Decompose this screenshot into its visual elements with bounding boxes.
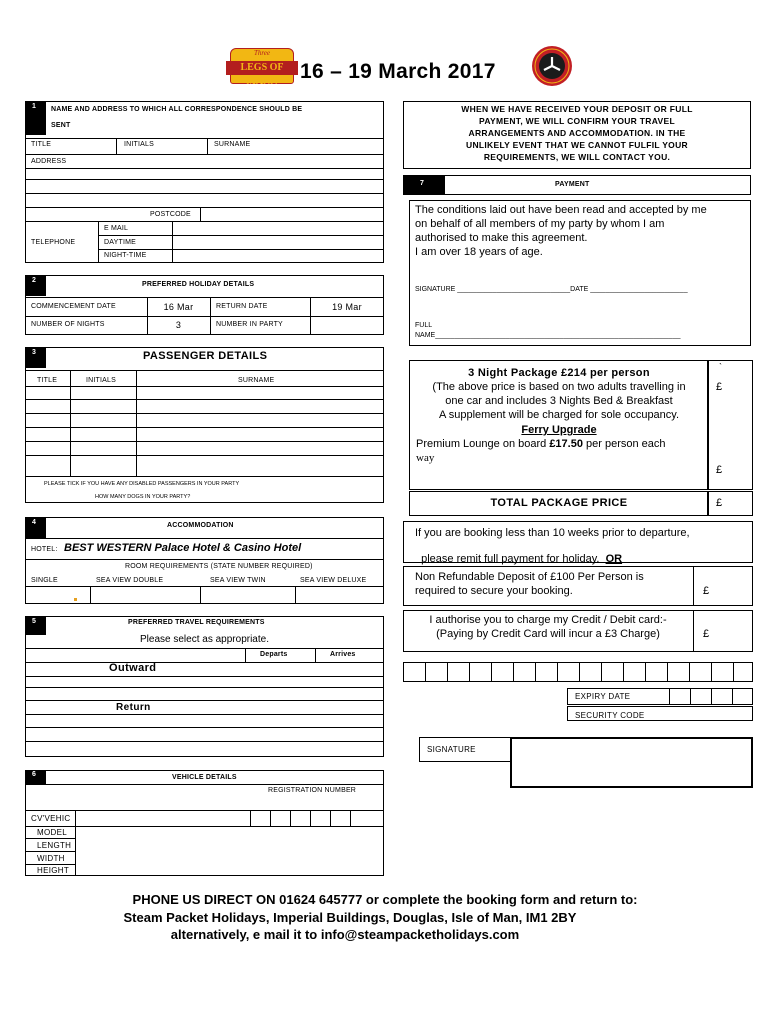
package-price-column xyxy=(707,360,753,490)
full-name-line: NAME_______________________________________________________________ xyxy=(415,332,681,339)
signature-date-line: SIGNATURE _____________________________DATE _________________________ xyxy=(415,286,688,293)
page-title: 16 – 19 March 2017 xyxy=(300,60,496,83)
total-price-cell[interactable] xyxy=(707,491,753,516)
legs-of-mann-logo: Three LEGS OF MANN xyxy=(226,48,298,86)
footer-phone: PHONE US DIRECT ON 01624 645777 or complete the booking form and return to: xyxy=(132,892,638,907)
section-number: 1 xyxy=(25,101,46,135)
section-number: 6 xyxy=(25,770,46,784)
section-number: 7 xyxy=(403,175,445,195)
orange-mark xyxy=(74,598,77,601)
badge-ring-icon xyxy=(532,46,572,86)
card-number-field[interactable] xyxy=(403,662,753,682)
steam-packet-badge xyxy=(532,46,572,86)
signature-field[interactable] xyxy=(510,737,753,788)
hotel-name: BEST WESTERN Palace Hotel & Casino Hotel xyxy=(64,542,302,554)
section-1-name-address xyxy=(25,101,384,263)
section-number: 2 xyxy=(25,275,46,296)
section-number: 4 xyxy=(25,517,46,538)
section-number: 3 xyxy=(25,347,46,368)
footer-email: alternatively, e mail it to info@steampacketholidays.com xyxy=(170,927,520,942)
footer-address: Steam Packet Holidays, Imperial Buildings, Douglas, Isle of Man, IM1 2BY xyxy=(123,910,577,925)
section-4-accommodation xyxy=(25,517,384,604)
section-number: 5 xyxy=(25,616,46,635)
